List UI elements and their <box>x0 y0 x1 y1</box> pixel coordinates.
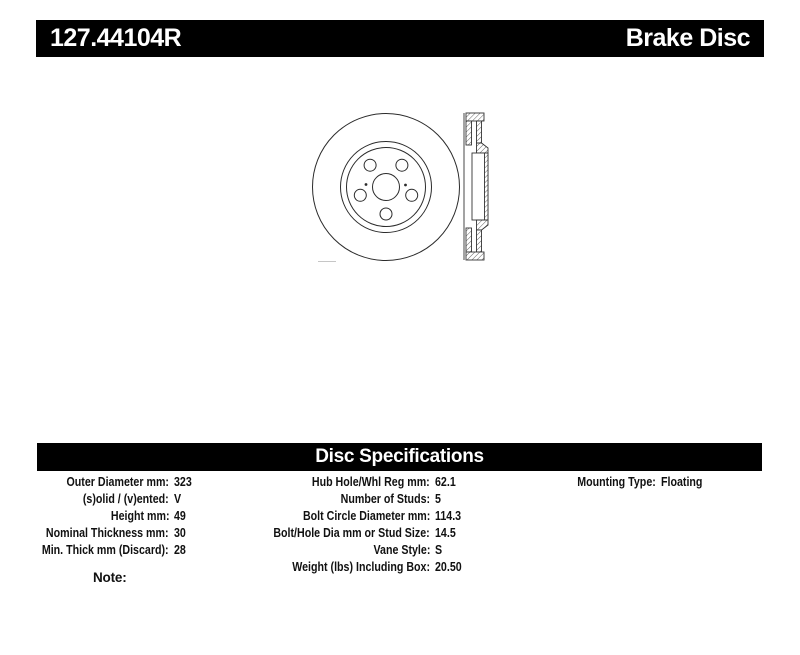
spec-label: Vane Style: <box>373 542 430 557</box>
spec-row-hub-hole <box>280 473 560 490</box>
spec-value: 14.5 <box>435 525 456 540</box>
outer-diameter-circle <box>313 114 460 261</box>
spec-value: 20.50 <box>435 559 462 574</box>
spec-value: 62.1 <box>435 474 456 489</box>
spec-value: 323 <box>174 474 192 489</box>
spec-value: 5 <box>435 491 441 506</box>
spec-value: 49 <box>174 508 186 523</box>
note-label: Note: <box>93 570 127 585</box>
brake-disc-front-view <box>313 114 460 261</box>
stud-hole <box>380 208 392 220</box>
spec-column-right <box>560 473 762 490</box>
spec-row-height <box>37 507 282 524</box>
header-bar <box>36 20 764 57</box>
stud-hole <box>354 189 366 201</box>
spec-label: (s)olid / (v)ented: <box>83 491 169 506</box>
hub-flange-circle <box>347 148 426 227</box>
brake-disc-cross-section <box>464 113 488 260</box>
spec-value: 28 <box>174 542 186 557</box>
spec-row-outer-diameter <box>37 473 282 490</box>
spec-label: Weight (lbs) Including Box: <box>292 559 430 574</box>
spec-label: Min. Thick mm (Discard): <box>42 542 169 557</box>
stud-hole <box>406 189 418 201</box>
stud-hole <box>364 159 376 171</box>
spec-row-number-of-studs <box>280 490 560 507</box>
spec-row-nominal-thickness <box>37 524 282 541</box>
spec-label: Bolt Circle Diameter mm: <box>302 508 430 523</box>
spec-row-solid-vented <box>37 490 282 507</box>
spec-value: S <box>435 542 443 557</box>
spec-row-min-thick <box>37 541 282 558</box>
spec-label: Hub Hole/Whl Reg mm: <box>312 474 430 489</box>
spec-title-bar <box>37 443 762 471</box>
spec-row-bolt-hole-dia <box>273 524 560 541</box>
spec-title: Disc Specifications <box>315 446 484 467</box>
friction-ring-inner-circle <box>341 142 432 233</box>
spec-value: V <box>174 491 182 506</box>
spec-value: Floating <box>661 474 703 489</box>
spec-value: 114.3 <box>435 508 462 523</box>
spec-row-weight <box>280 558 560 575</box>
product-title: Brake Disc <box>625 24 750 52</box>
stud-hole <box>396 159 408 171</box>
spec-column-left <box>37 473 282 558</box>
spec-label: Mounting Type: <box>577 474 656 489</box>
spec-value: 30 <box>174 525 186 540</box>
spec-row-mounting-type <box>560 473 762 490</box>
spec-label: Bolt/Hole Dia mm or Stud Size: <box>273 525 430 540</box>
balance-marks <box>365 183 407 186</box>
spec-row-bolt-circle-diameter <box>280 507 560 524</box>
brake-disc-diagram <box>290 100 500 270</box>
spec-label: Number of Studs: <box>340 491 430 506</box>
spec-label: Nominal Thickness mm: <box>46 525 169 540</box>
spec-label: Height mm: <box>110 508 169 523</box>
spec-label: Outer Diameter mm: <box>66 474 169 489</box>
spec-column-middle <box>273 473 560 575</box>
center-hub-hole <box>373 174 400 201</box>
spec-row-vane-style <box>280 541 560 558</box>
part-number: 127.44104R <box>50 24 182 52</box>
